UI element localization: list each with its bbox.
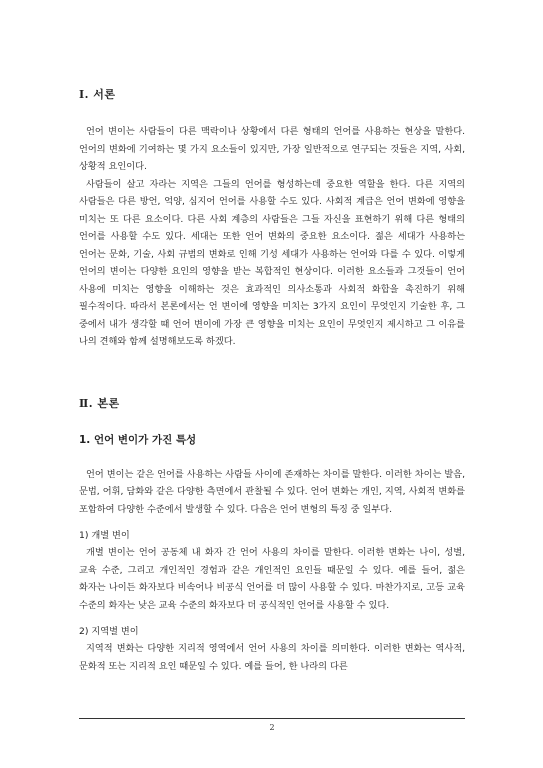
item-heading-individual: 1) 개별 변이 [79,530,130,541]
item-paragraph-individual: 개별 변이는 언어 공동체 내 화자 간 언어 사용의 차이를 말한다. 이러한 변화는 나이, 성별, 교육 수준, 그리고 개인적인 경험과 같은 개인적인 요인들 때문일 수 있다. 예를 들어, 젊은 화자는 나이든 화자보다 비속어나 비공식 언어를 더 많이 사용할 수 있다. 마찬가지로, 고등 교육 수준의 화자는 낮은 교육 수준의 화자보다 더 공식적인 언어를 사용할 수 있다. [79,547,465,611]
subsection-heading: 1. 언어 변이가 가진 특성 [79,433,197,446]
page-content [79,88,465,675]
subsection-paragraph: 언어 변이는 같은 언어를 사용하는 사람들 사이에 존재하는 차이를 말한다. 이러한 차이는 발음, 문법, 어휘, 담화와 같은 다양한 측면에서 관찰될 수 있다. 언어 변화는 개인, 지역, 사회적 변화를 포함하여 다양한 수준에서 발생할 수 있다. 다음은 언어 변형의 특징 중 일부다. [79,468,465,515]
footer-divider [79,718,465,719]
section-heading-intro: Ⅰ. 서론 [79,88,116,101]
intro-paragraph-2: 사람들이 살고 자라는 지역은 그들의 언어를 형성하는데 중요한 역할을 한다. 다른 지역의 사람들은 다른 방언, 억양, 심지어 언어를 사용할 수도 있다. 사회적 계급은 언어 변화에 영향을 미치는 또 다른 요소이다. 다른 사회 계층의 사람들은 그들 자신을 표현하기 위해 다른 형태의 언어를 사용할 수도 있다. 세대는 또한 언어 변화의 중요한 요소이다. 젊은 세대가 사용하는 언어는 문화, 기술, 사회 규범의 변화로 인해 기성 세대가 사용하는 언어와 다를 수 있다. 이렇게 언어의 변이는 다양한 요인의 영향을 받는 복합적인 현상이다. 이러한 요소들과 그것들이 언어 사용에 미치는 영향을 이해하는 것은 효과적인 의사소통과 사회적 화합을 촉진하기 위해 필수적이다. 따라서 본론에서는 언 변이에 영향을 미치는 3가지 요인이 무엇인지 기술한 후, 그 중에서 내가 생각할 때 언어 변이에 가장 큰 영향을 미치는 요인이 무엇인지 제시하고 그 이유를 나의 견해와 함께 설명해보도록 하겠다. [79,178,465,347]
intro-paragraph-1: 언어 변이는 사람들이 다른 맥락이나 상황에서 다른 형태의 언어를 사용하는 현상을 말한다. 언어의 변화에 기여하는 몇 가지 요소들이 있지만, 가장 일반적으로 연구되는 것들은 지역, 사회, 상황적 요인이다. [79,126,465,172]
item-heading-regional: 2) 지역별 변이 [79,626,139,637]
page-number: 2 [269,723,275,732]
item-paragraph-regional: 지역적 변화는 다양한 지리적 영역에서 언어 사용의 차이를 의미한다. 이러한 변화는 역사적, 문화적 또는 지리적 요인 때문일 수 있다. 예를 들어, 한 나라의 다른 [79,643,465,672]
section-heading-body: Ⅱ. 본론 [79,396,120,410]
